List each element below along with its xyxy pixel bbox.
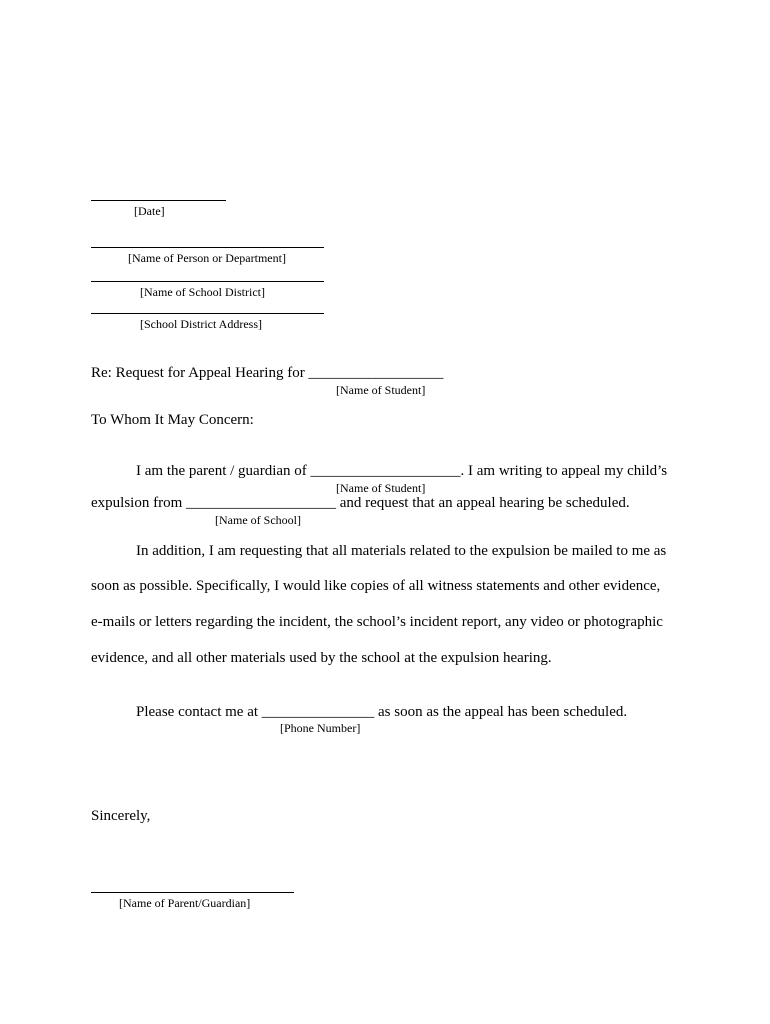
paragraph1-school-caption: [Name of School] [215,513,301,527]
paragraph1-student-caption: [Name of Student] [336,481,426,495]
address-rule [91,313,324,314]
district-caption: [Name of School District] [140,285,265,299]
re-student-caption: [Name of Student] [336,383,426,397]
paragraph1-line2: expulsion from ____________________ and request that an appeal hearing be scheduled. [91,495,630,511]
paragraph1-line1: I am the parent / guardian of ____________________. I am writing to appeal my child’s [136,463,668,479]
paragraph2-line3: e-mails or letters regarding the incident, the school’s incident report, any video or photographic [91,614,663,630]
paragraph2-line2: soon as possible. Specifically, I would like copies of all witness statements and other evidence, [91,578,661,594]
paragraph2-line4: evidence, and all other materials used by the school at the expulsion hearing. [91,650,552,666]
salutation: To Whom It May Concern: [91,412,254,428]
phone-caption: [Phone Number] [280,721,361,735]
recipient-caption: [Name of Person or Department] [128,251,286,265]
date-caption: [Date] [134,204,165,218]
district-rule [91,281,324,282]
address-caption: [School District Address] [140,317,262,331]
date-rule [91,200,226,201]
recipient-rule [91,247,324,248]
signature-rule [91,892,294,893]
paragraph2-line1: In addition, I am requesting that all materials related to the expulsion be mailed to me as [136,543,667,559]
paragraph3-line1: Please contact me at _______________ as soon as the appeal has been scheduled. [136,704,628,720]
closing: Sincerely, [91,808,151,824]
re-line: Re: Request for Appeal Hearing for __________________ [91,365,444,381]
signature-caption: [Name of Parent/Guardian] [119,896,251,910]
